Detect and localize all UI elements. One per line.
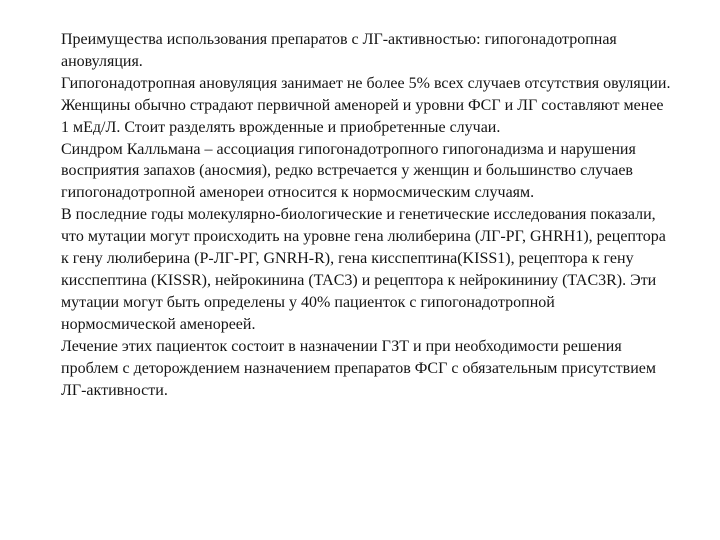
paragraph-anovulation: Гипогонадотропная ановуляция занимает не более 5% всех случаев отсутствия овуляции. Женщины обычно страдают первичной аменорей и уровни ФСГ и ЛГ составляют менее 1 мЕд/Л. Стоит разделять врожденные и приобретенные случаи. (61, 74, 671, 136)
paragraph-mutations: В последние годы молекулярно-биологические и генетические исследования показали, что мутации могут происходить на уровне гена люлиберина (ЛГ-РГ, GHRH1), рецептора к гену люлиберина (Р-ЛГ-РГ, GNRH-R), гена кисспептина(KISS1), рецептора к гену кисспептина (KISSR), нейрокинина (TAC3) и рецептора к нейрокининиу (TAC3R). Эти мутации могут быть определены у 40% пациенток с гипогонадотропной нормосмической аменореей. (61, 206, 666, 333)
paragraph-treatment: Лечение этих пациенток состоит в назначении ГЗТ и при необходимости решения проблем с деторождением назначением препаратов ФСГ с обязательным присутствием ЛГ-активности. (61, 337, 656, 399)
paragraph-intro: Преимущества использования препаратов с ЛГ-активностью: гипогонадотропная ановуляция. (61, 31, 617, 70)
text-block (61, 29, 671, 401)
paragraph-kallmann: Синдром Калльмана – ассоциация гипогонадотропного гипогонадизма и нарушения восприятия запахов (аносмия), редко встречается у женщин и большинство случаев гипогонадотропной аменореи относится к нормосмическим случаям. (61, 140, 636, 202)
